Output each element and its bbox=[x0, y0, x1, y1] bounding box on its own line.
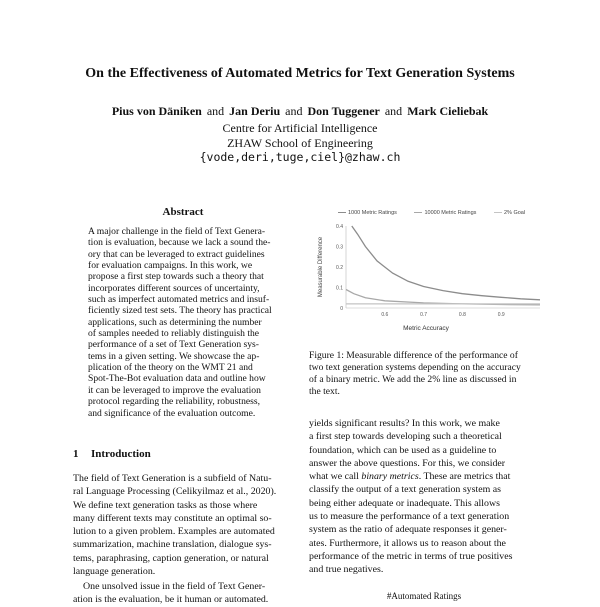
body-line: language generation. bbox=[73, 566, 156, 578]
legend-label: 2% Goal bbox=[503, 210, 526, 216]
abstract-line: and significance of the evaluation outcome. bbox=[88, 407, 256, 419]
abstract-line: for evaluation campaigns. In this work, we bbox=[88, 260, 253, 272]
section-title: Introduction bbox=[91, 448, 151, 460]
caption-line: the text. bbox=[309, 386, 340, 398]
series-line bbox=[352, 226, 540, 300]
author-separator: and bbox=[285, 104, 303, 118]
body-line: tems, paraphrasing, caption generation, or natural bbox=[73, 552, 269, 564]
abstract-line: tems in a given setting. We showcase the ap- bbox=[88, 350, 260, 362]
legend-label: 1000 Metric Ratings bbox=[348, 210, 397, 216]
body-line: yields significant results? In this work, we make bbox=[309, 418, 500, 429]
chart-legend bbox=[338, 210, 541, 216]
author-email: {vode,deri,tuge,ciel}@zhaw.ch bbox=[199, 150, 401, 164]
body-line: ral Language Processing (Celikyilmaz et al., 2020). bbox=[73, 486, 277, 498]
legend-swatch bbox=[414, 212, 422, 213]
figure-1-chart bbox=[310, 218, 542, 344]
body-line: system as the ratio of adequate responses it gener- bbox=[309, 524, 507, 536]
affiliation-line-1: Centre for Artificial Intelligence bbox=[222, 121, 378, 135]
body-line: lution to a given problem. Examples are automated bbox=[73, 526, 275, 538]
intro-paragraph-1 bbox=[73, 472, 301, 578]
body-line: us to measure the performance of a text generation bbox=[309, 511, 510, 523]
y-tick-label: 0.1 bbox=[336, 285, 343, 292]
body-text: . These are metrics that bbox=[418, 471, 511, 483]
abstract-line: A major challenge in the field of Text Genera- bbox=[88, 226, 266, 237]
x-axis-label: Metric Accuracy bbox=[403, 325, 449, 332]
body-line: performance of the metric in terms of true positives bbox=[309, 550, 513, 562]
body-line: The field of Text Generation is a subfield of Natu- bbox=[73, 473, 272, 484]
body-line: classify the output of a text generation system as bbox=[309, 484, 501, 496]
body-line bbox=[309, 470, 539, 483]
italic-term: binary metrics bbox=[361, 471, 419, 483]
author-list bbox=[0, 104, 600, 119]
abstract-line: it can be leveraged to improve the evaluation bbox=[88, 384, 261, 396]
body-line: many different texts may constitute an optimal so- bbox=[73, 512, 272, 524]
author-name: Don Tuggener bbox=[307, 104, 380, 118]
paper-title: On the Effectiveness of Automated Metrics for Text Generation Systems bbox=[85, 66, 515, 81]
figure-caption bbox=[309, 350, 541, 398]
author-name: Jan Deriu bbox=[229, 104, 281, 118]
y-tick-label: 0.2 bbox=[336, 265, 343, 271]
caption-line: two text generation systems depending on the accuracy bbox=[309, 362, 521, 374]
body-text: what we call bbox=[309, 471, 362, 483]
abstract-line: applications, such as determining the number bbox=[88, 316, 262, 328]
body-line: and true negatives. bbox=[309, 564, 384, 576]
table-header: #Automated Ratings bbox=[386, 591, 462, 601]
abstract-line: incorporates different sources of uncertainty, bbox=[88, 282, 260, 294]
abstract-line: propose a first step towards such a theory that bbox=[88, 271, 264, 283]
y-tick-label: 0.3 bbox=[336, 244, 343, 251]
legend-label: 10000 Metric Ratings bbox=[424, 210, 477, 216]
legend-entry bbox=[414, 210, 484, 216]
abstract-line: ory that can be leveraged to extract guidelines bbox=[88, 248, 265, 260]
section-heading-introduction bbox=[73, 448, 151, 460]
abstract-body bbox=[88, 226, 278, 419]
legend-swatch bbox=[338, 212, 346, 213]
legend-swatch bbox=[494, 212, 502, 213]
abstract-line: tion is evaluation, because we lack a sound the- bbox=[88, 237, 271, 249]
legend-entry bbox=[494, 210, 533, 216]
right-column-paragraph bbox=[309, 417, 539, 577]
section-number: 1 bbox=[73, 448, 79, 460]
y-tick-label: 0.4 bbox=[336, 224, 343, 230]
abstract-line: ficiently sized test sets. The theory has practical bbox=[88, 305, 272, 317]
abstract-line: protocol regarding the reliability, robustness, bbox=[88, 396, 261, 408]
y-tick-label: 0 bbox=[340, 306, 343, 312]
abstract-line: Spot-The-Bot evaluation data and outline how bbox=[88, 373, 266, 385]
y-axis-label: Measurable Difference bbox=[318, 236, 324, 298]
abstract-heading: Abstract bbox=[162, 206, 204, 218]
series-line bbox=[346, 290, 540, 305]
abstract-line: of samples needed to reliably distinguish the bbox=[88, 328, 260, 340]
body-line: We define text generation tasks as those where bbox=[73, 499, 258, 511]
body-line: summarization, machine translation, dialogue sys- bbox=[73, 539, 272, 551]
body-line: a first step towards developing such a theoretical bbox=[309, 431, 502, 443]
body-line: ates. Furthermore, it allows us to reason about the bbox=[309, 537, 506, 549]
x-tick-label: 0.7 bbox=[420, 312, 428, 318]
legend-entry bbox=[338, 210, 405, 216]
x-tick-label: 0.9 bbox=[497, 312, 505, 318]
x-tick-label: 0.6 bbox=[381, 312, 389, 318]
author-name: Mark Cieliebak bbox=[407, 104, 489, 118]
intro-paragraph-2 bbox=[73, 580, 301, 607]
body-line: being either adequate or inadequate. This allows bbox=[309, 497, 500, 509]
x-tick-label: 0.8 bbox=[458, 312, 466, 318]
caption-line: Figure 1: Measurable difference of the performance of bbox=[309, 350, 518, 361]
author-separator: and bbox=[384, 104, 403, 118]
body-line: foundation, which can be used as a guideline to bbox=[309, 444, 497, 456]
author-name: Pius von Däniken bbox=[111, 104, 202, 118]
affiliation-line-2: ZHAW School of Engineering bbox=[227, 136, 373, 150]
body-line: One unsolved issue in the field of Text Gener- bbox=[83, 581, 266, 592]
author-separator: and bbox=[206, 104, 225, 118]
abstract-line: plication of the theory on the WMT 21 and bbox=[88, 362, 253, 374]
abstract-line: such as imperfect automated metrics and insuf- bbox=[88, 294, 270, 306]
abstract-line: performance of a set of Text Generation sys- bbox=[88, 339, 259, 351]
body-line: answer the above questions. For this, we consider bbox=[309, 457, 506, 469]
caption-line: of a binary metric. We add the 2% line as discussed in bbox=[309, 374, 517, 386]
body-line: ation is the evaluation, be it human or automated. bbox=[73, 594, 269, 606]
